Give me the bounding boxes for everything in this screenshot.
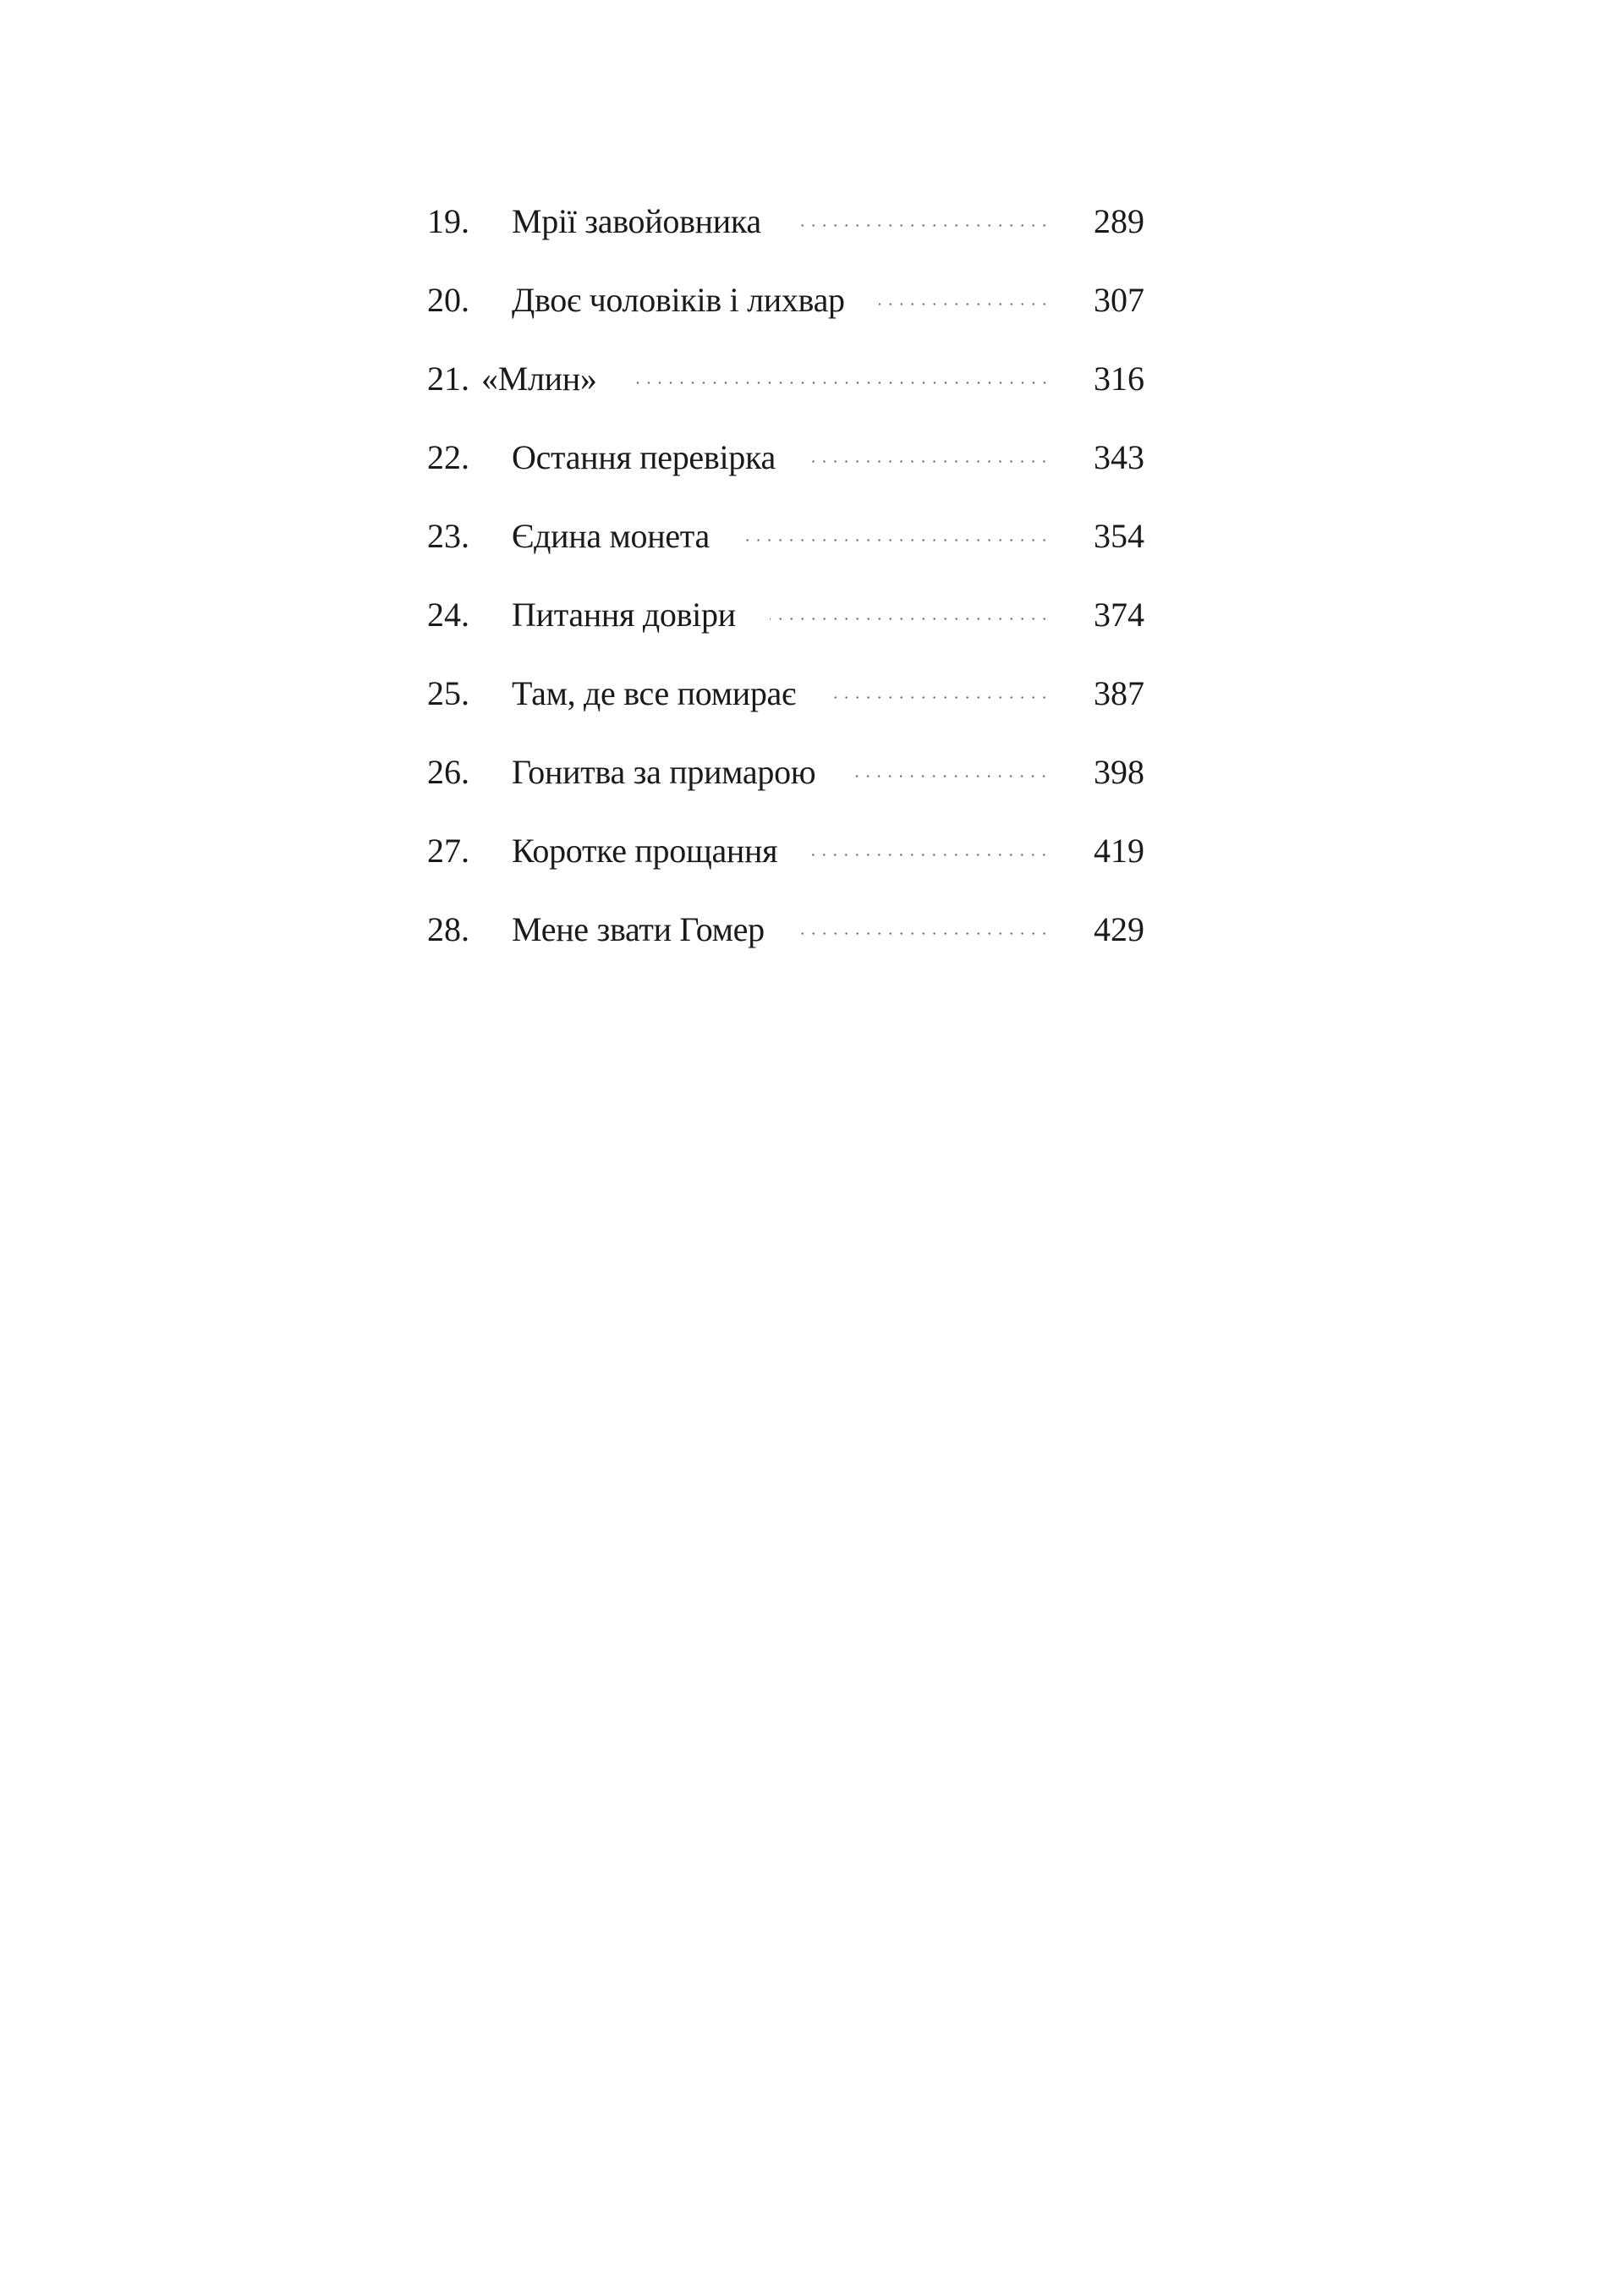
chapter-title: Гонитва за примарою: [512, 753, 816, 791]
dot-leader: [849, 747, 1050, 798]
dot-leader: [879, 275, 1050, 326]
dot-leader: [743, 511, 1050, 562]
toc-entry: [427, 354, 1144, 432]
chapter-number: 26.: [427, 753, 469, 791]
chapter-title: Остання перевірка: [512, 438, 776, 476]
chapter-number: 22.: [427, 438, 469, 476]
chapter-title: Коротке прощання: [512, 832, 778, 870]
chapter-title: «Млин»: [481, 360, 597, 398]
chapter-title: Питання довіри: [512, 596, 736, 634]
page-number: 354: [1094, 517, 1144, 555]
chapter-number: 20.: [427, 281, 469, 319]
dot-leader: [830, 668, 1050, 719]
dot-leader: [798, 904, 1050, 955]
chapter-number: 25.: [427, 674, 469, 712]
dot-leader: [795, 196, 1050, 247]
chapter-title: Двоє чоловіків і лихвар: [512, 281, 845, 319]
dot-leader: [809, 432, 1050, 483]
dot-leader: [811, 826, 1050, 876]
chapter-title: Мрії завойовника: [512, 202, 761, 240]
page-number: 398: [1094, 753, 1144, 791]
chapter-number: 23.: [427, 517, 469, 555]
toc-entry: [427, 196, 1144, 275]
chapter-title: Мене звати Гомер: [512, 910, 765, 948]
chapter-number: 28.: [427, 910, 469, 948]
toc-entry: [427, 826, 1144, 904]
chapter-number: 21.: [427, 360, 469, 398]
page-number: 316: [1094, 360, 1144, 398]
page-number: 419: [1094, 832, 1144, 870]
page-number: 429: [1094, 910, 1144, 948]
chapter-number: 19.: [427, 202, 469, 240]
page-number: 343: [1094, 438, 1144, 476]
toc-entry: [427, 275, 1144, 354]
page-number: 307: [1094, 281, 1144, 319]
chapter-title: Єдина монета: [512, 517, 710, 555]
page-number: 387: [1094, 674, 1144, 712]
toc-entry: [427, 668, 1144, 747]
table-of-contents: [427, 196, 1144, 983]
page-number: 374: [1094, 596, 1144, 634]
chapter-number: 24.: [427, 596, 469, 634]
chapter-number: 27.: [427, 832, 469, 870]
toc-entry: [427, 590, 1144, 668]
page-number: 289: [1094, 202, 1144, 240]
dot-leader: [631, 354, 1050, 404]
chapter-title: Там, де все помирає: [512, 674, 796, 712]
toc-entry: [427, 511, 1144, 590]
dot-leader: [770, 590, 1050, 640]
toc-entry: [427, 432, 1144, 511]
toc-entry: [427, 904, 1144, 983]
toc-entry: [427, 747, 1144, 826]
